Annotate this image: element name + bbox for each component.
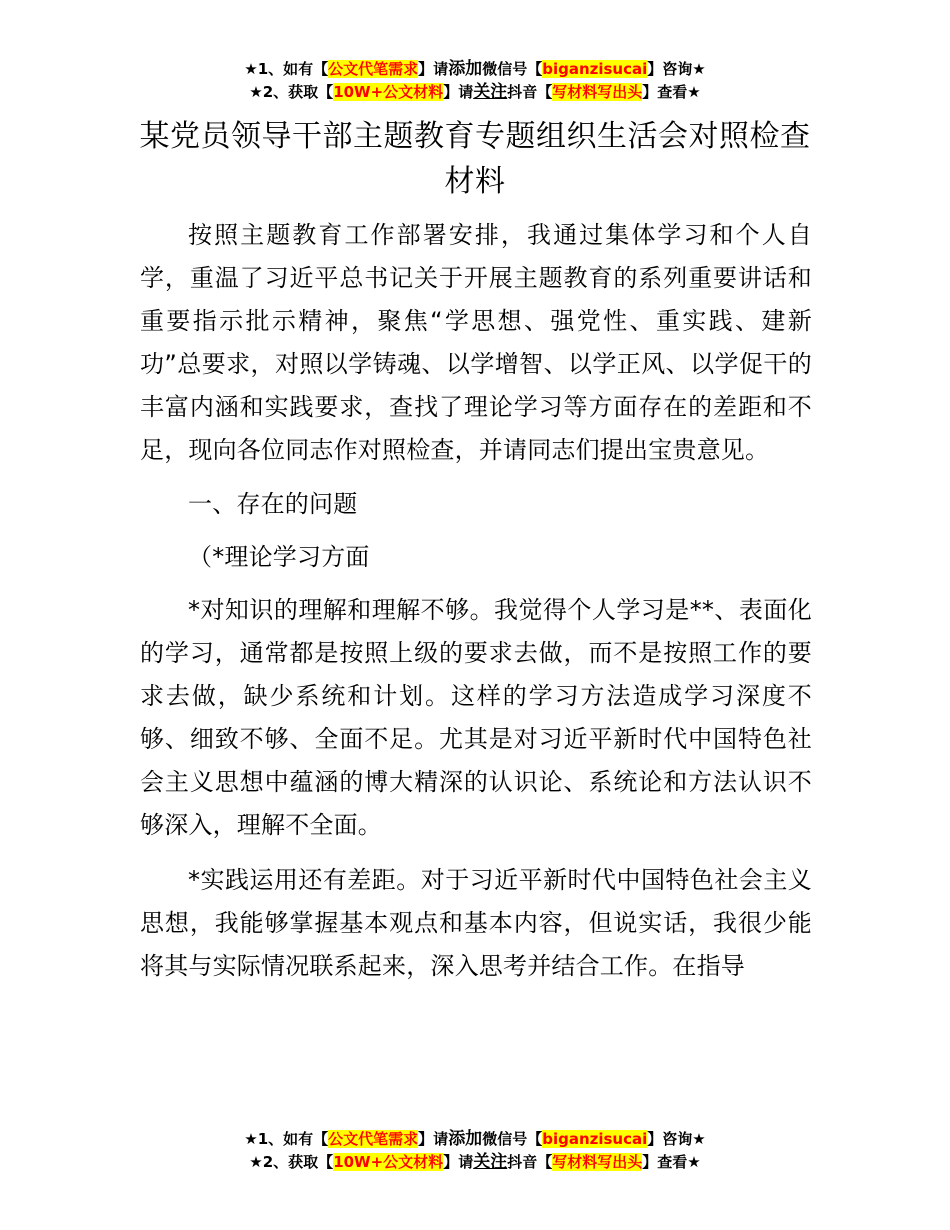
banner-text: 】咨询★ <box>647 1130 706 1148</box>
paragraph-text: *实践运用还有差距。对于习近平新时代中国特色社会主义思想，我能够掌握基本观点和基本内容，但说实话，我很少能将其与实际情况联系起来，深入思考并结合工作。在指导 <box>140 866 812 980</box>
banner-line-1 <box>0 1128 950 1151</box>
banner-text: 】请 <box>418 60 449 78</box>
banner-highlight: 公文代笔需求 <box>328 60 419 78</box>
footer-banner <box>0 1128 950 1174</box>
heading-text: 一、存在的问题 <box>188 490 358 518</box>
banner-highlight: 公文代笔需求 <box>328 1130 419 1148</box>
banner-line-2 <box>0 81 950 104</box>
banner-text: ★1、如有【 <box>244 60 329 78</box>
header-banner <box>0 58 950 104</box>
banner-highlight: 10W+公文材料 <box>333 1153 444 1171</box>
banner-highlight: biganzisucai <box>542 1130 648 1148</box>
banner-highlight: 写材料写出头 <box>552 83 643 101</box>
banner-text: 】请 <box>418 1130 449 1148</box>
banner-text: 】查看★ <box>642 1153 701 1171</box>
banner-text: ★1、如有【 <box>244 1130 329 1148</box>
banner-line-1 <box>0 58 950 81</box>
banner-highlight: biganzisucai <box>542 60 648 78</box>
banner-text: 】请 <box>443 83 474 101</box>
banner-text: 】查看★ <box>642 83 701 101</box>
banner-text: 微信号【 <box>482 60 543 78</box>
banner-line-2 <box>0 1151 950 1174</box>
banner-highlight: 10W+公文材料 <box>333 83 444 101</box>
body-paragraph <box>140 859 812 988</box>
banner-text: ★2、获取【 <box>249 1153 334 1171</box>
banner-text: ★2、获取【 <box>249 83 334 101</box>
banner-text: 】请 <box>443 1153 474 1171</box>
document-title: 某党员领导干部主题教育专题组织生活会对照检查材料 <box>139 119 811 199</box>
intro-paragraph <box>140 214 812 472</box>
banner-emphasis: 添加 <box>448 59 483 79</box>
banner-text: 】咨询★ <box>647 60 706 78</box>
banner-highlight: 写材料写出头 <box>552 1153 643 1171</box>
body-paragraph <box>140 589 812 847</box>
section-heading <box>140 483 812 526</box>
banner-text: 抖音【 <box>507 83 553 101</box>
heading-text: （*理论学习方面 <box>188 543 370 571</box>
paragraph-text: 按照主题教育工作部署安排，我通过集体学习和个人自学，重温了习近平总书记关于开展主题教育的系列重要讲话和重要指示批示精神，聚焦“学思想、强党性、重实践、建新功”总要求，对照以学铸魂、以学增智、以学正风、以学促干的丰富内涵和实践要求，查找了理论学习等方面存在的差距和不足，现向各位同志作对照检查，并请同志们提出宝贵意见。 <box>140 221 812 464</box>
paragraph-text: *对知识的理解和理解不够。我觉得个人学习是**、表面化的学习，通常都是按照上级的要求去做，而不是按照工作的要求去做，缺少系统和计划。这样的学习方法造成学习深度不够、细致不够、全面不足。尤其是对习近平新时代中国特色社会主义思想中蕴涵的博大精深的认识论、系统论和方法认识不够深入，理解不全面。 <box>140 596 812 839</box>
banner-emphasis: 添加 <box>448 1129 483 1149</box>
banner-text: 抖音【 <box>507 1153 553 1171</box>
banner-emphasis: 关注 <box>473 82 508 102</box>
banner-text: 微信号【 <box>482 1130 543 1148</box>
banner-emphasis: 关注 <box>473 1152 508 1172</box>
subsection-heading <box>140 536 812 579</box>
